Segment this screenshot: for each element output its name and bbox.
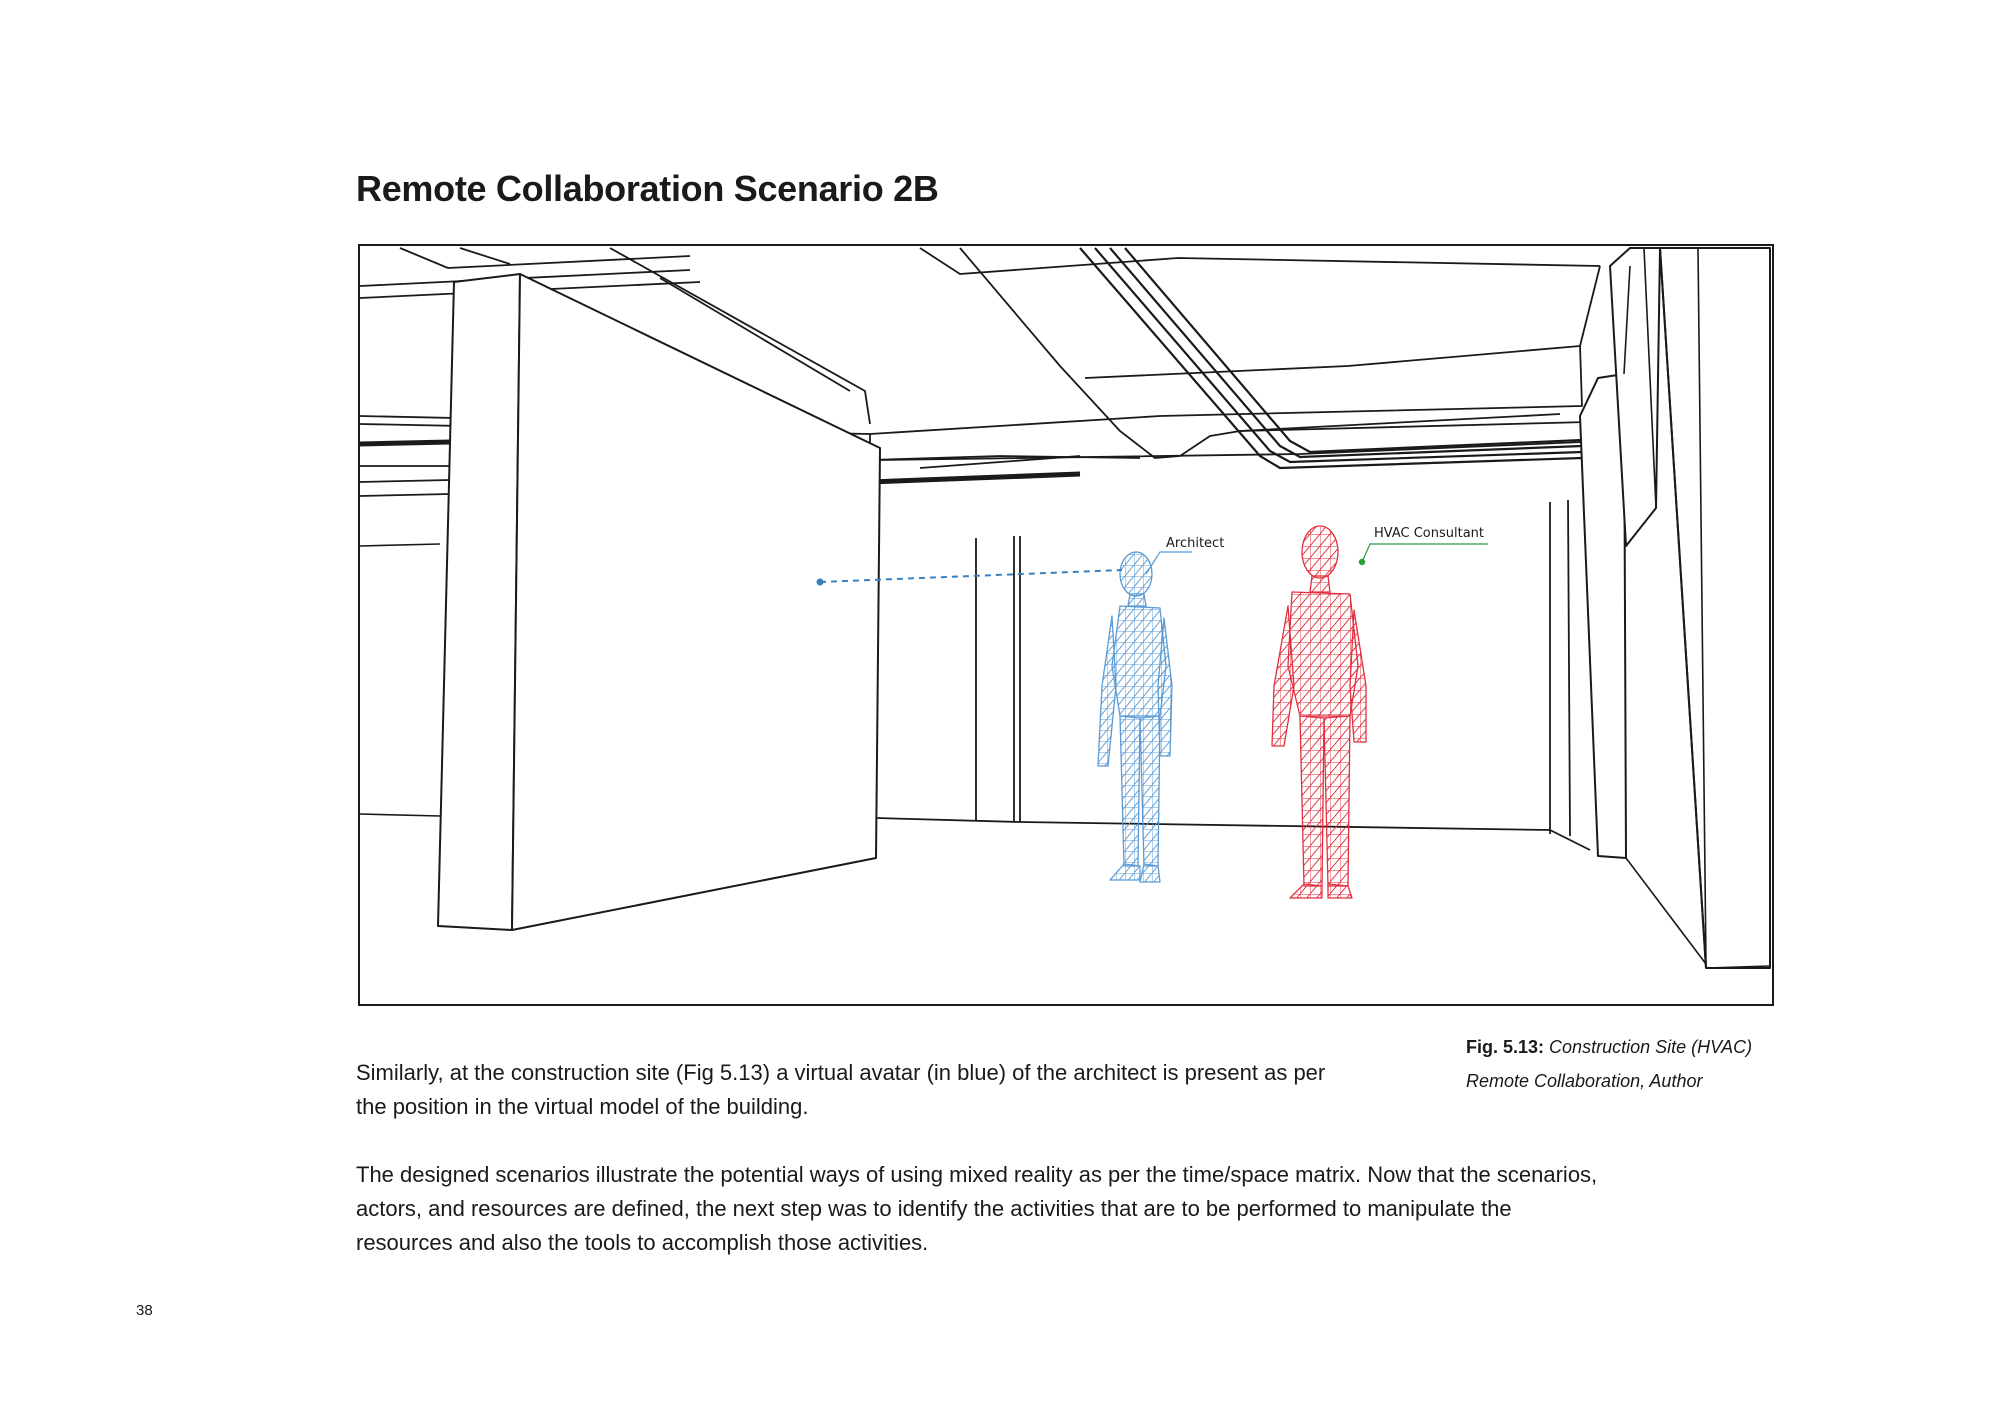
- left-side-lines: [360, 544, 440, 816]
- right-columns: [1580, 248, 1770, 968]
- hvac-consultant-avatar: [1272, 526, 1366, 898]
- figure-caption-label: Fig. 5.13:: [1466, 1037, 1545, 1057]
- architect-leader: [1146, 552, 1192, 574]
- architect-avatar: [1098, 552, 1172, 882]
- back-columns: [976, 500, 1570, 836]
- body-paragraph-1: Similarly, at the construction site (Fig 5.13) a virtual avatar (in blue) of the architect is present as per the position in the virtual model of the building.: [356, 1060, 1326, 1119]
- figure-caption: [1466, 1030, 1776, 1098]
- figure-caption-text: Construction Site (HVAC) Remote Collaboration, Author: [1466, 1037, 1753, 1091]
- floor-line: [876, 818, 1590, 850]
- body-paragraph-2: The designed scenarios illustrate the potential ways of using mixed reality as per the time/space matrix. Now that the scenarios, actors, and resources are defined, the next step was to identify the activities that are to be performed to manipulate the resources and also the tools to accomplish those activities.: [356, 1162, 1598, 1255]
- architect-label: Architect: [1166, 536, 1225, 551]
- page-number: 38: [136, 1302, 153, 1319]
- duct-lines: [1080, 248, 1582, 468]
- page-title: Remote Collaboration Scenario 2B: [356, 168, 939, 209]
- hvac-leader: [1359, 544, 1488, 565]
- figure-construction-site: [358, 244, 1774, 1006]
- hvac-consultant-label: HVAC Consultant: [1374, 526, 1485, 541]
- construction-site-illustration: [360, 246, 1774, 1006]
- left-wall-panel: [438, 274, 880, 930]
